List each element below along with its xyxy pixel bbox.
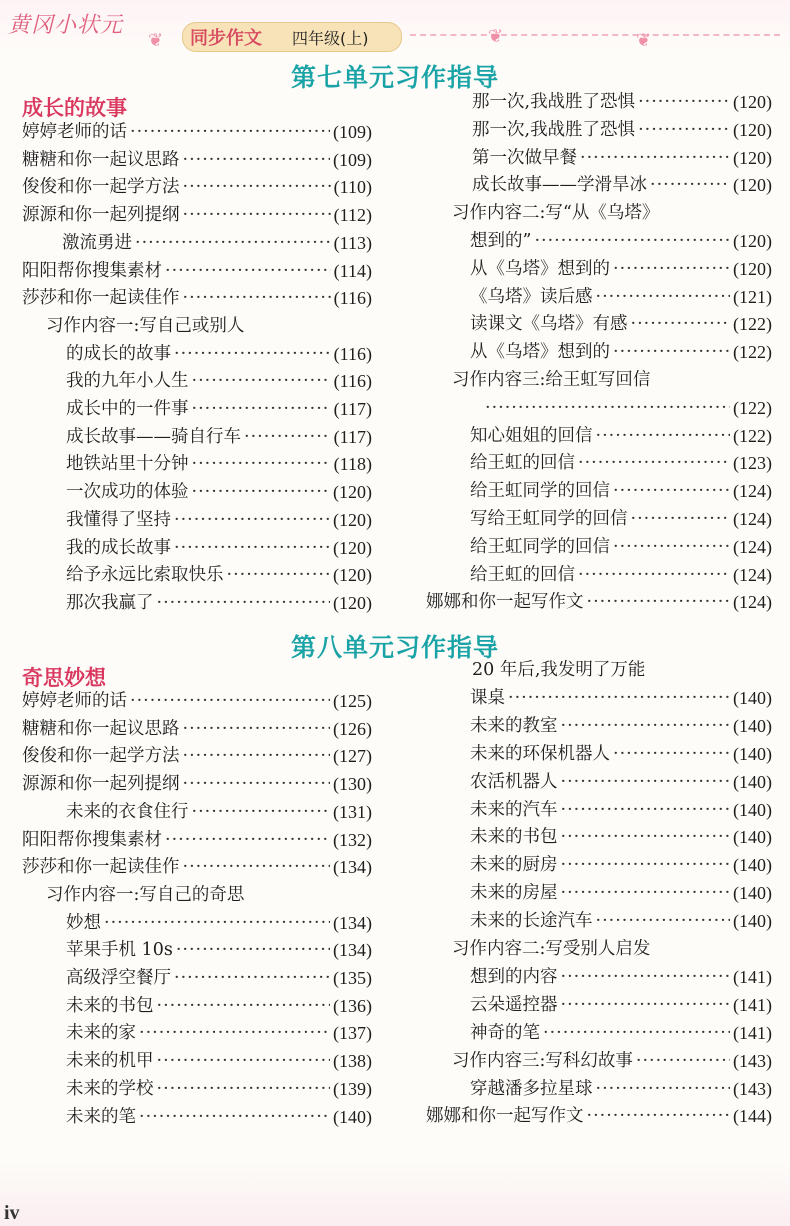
toc-entry-title: 未来的厨房 <box>470 855 558 876</box>
toc-entry-title: 未来的机甲 <box>66 1051 154 1072</box>
header-divider <box>410 34 780 36</box>
toc-entry-title: 未来的教室 <box>470 715 558 736</box>
toc-entry <box>22 285 372 311</box>
toc-entry <box>66 1020 372 1046</box>
toc-entry-title: 婷婷老师的话 <box>22 691 127 711</box>
book-grade: 四年级(上) <box>292 29 369 48</box>
toc-entry-page: ( 116 ) <box>334 285 372 311</box>
toc-entry-page: ( 122 ) <box>733 423 772 449</box>
toc-entry <box>470 562 772 588</box>
toc-entry <box>22 827 372 853</box>
toc-entry-page: ( 132 ) <box>333 827 372 853</box>
toc-entry-page: ( 143 ) <box>733 1048 772 1074</box>
toc-entry-page: ( 122 ) <box>733 395 772 421</box>
dot-leader <box>104 910 330 936</box>
toc-entry-page: ( 124 ) <box>733 534 772 560</box>
toc-entry-title: 成长中的一件事 <box>66 399 189 419</box>
toc-entry-title: 《乌塔》读后感 <box>470 286 593 307</box>
toc-entry-title: 一次成功的体验 <box>66 482 189 503</box>
toc-entry-page: ( 143 ) <box>733 1076 772 1102</box>
section-title-growth: 成长的故事 <box>22 96 127 120</box>
toc-entry-title: 未来的书包 <box>66 995 154 1016</box>
toc-entry-title: 给王虹同学的回信 <box>470 536 610 557</box>
dot-leader <box>638 117 730 143</box>
toc-entry-title: 俊俊和你一起学方法 <box>22 746 180 767</box>
toc-entry <box>472 145 772 171</box>
dot-leader <box>561 797 731 823</box>
toc-entry-page: ( 140 ) <box>733 908 772 934</box>
dot-leader <box>534 228 730 254</box>
toc-entry <box>66 562 372 588</box>
toc-entry <box>22 771 372 797</box>
dot-leader <box>183 285 331 311</box>
toc-entry <box>470 769 772 795</box>
dot-leader <box>192 799 331 825</box>
book-title: 同步作文 <box>190 28 262 49</box>
butterfly-icon: ❦ <box>488 26 504 47</box>
toc-entry-title: 未来的书包 <box>470 827 558 848</box>
toc-entry-page: ( 140 ) <box>733 713 772 739</box>
toc-entry-title: 我的九年小人生 <box>66 371 189 392</box>
dot-leader <box>192 368 331 394</box>
dot-leader <box>183 743 331 769</box>
unit8-heading: 第八单元习作指导 <box>290 633 499 662</box>
toc-entry-title: 穿越潘多拉星球 <box>470 1078 593 1099</box>
toc-entry-title: 婷婷老师的话 <box>22 122 127 142</box>
toc-entry <box>66 993 372 1019</box>
toc-entry-title: 源源和你一起列提纲 <box>22 774 180 795</box>
dot-leader <box>613 256 730 282</box>
toc-entry-title: 未来的学校 <box>66 1078 154 1099</box>
toc-entry <box>66 799 372 825</box>
toc-entry <box>470 908 772 934</box>
toc-entry-title: 习作内容一:写自己或别人 <box>46 315 245 336</box>
toc-entry-page: ( 120 ) <box>733 145 772 171</box>
toc-entry <box>22 119 372 145</box>
dot-leader <box>578 562 730 588</box>
toc-entry <box>470 506 772 532</box>
dot-leader <box>596 908 731 934</box>
dot-leader <box>580 145 730 171</box>
dot-leader <box>650 172 730 198</box>
toc-entry-title: 莎莎和你一起读佳作 <box>22 288 180 309</box>
dot-leader <box>183 202 331 228</box>
toc-entry-page: ( 124 ) <box>733 478 772 504</box>
toc-entry-title: 农活机器人 <box>470 771 558 792</box>
dot-leader <box>183 147 331 173</box>
toc-entry-page: ( 120 ) <box>733 256 772 282</box>
toc-entry-page: ( 134 ) <box>333 910 372 936</box>
toc-entry-page: ( 124 ) <box>733 562 772 588</box>
toc-entry-page: ( 117 ) <box>334 396 372 422</box>
dot-leader <box>157 590 331 616</box>
toc-entry-title: 未来的环保机器人 <box>470 743 610 764</box>
toc-entry <box>66 507 372 533</box>
toc-entry-page: ( 117 ) <box>334 424 372 450</box>
dot-leader <box>174 507 330 533</box>
section-title-imagination: 奇思妙想 <box>22 666 106 690</box>
dot-leader <box>631 311 731 337</box>
toc-entry <box>470 478 772 504</box>
toc-entry-page: ( 138 ) <box>333 1048 372 1074</box>
toc-entry-page: ( 137 ) <box>333 1020 372 1046</box>
toc-entry <box>66 1104 372 1130</box>
toc-entry-page: ( 120 ) <box>733 117 772 143</box>
toc-entry <box>452 936 772 962</box>
dot-leader <box>543 1020 730 1046</box>
dot-leader <box>587 589 731 615</box>
dot-leader <box>636 1048 730 1074</box>
toc-entry <box>482 395 772 421</box>
dot-leader <box>561 880 731 906</box>
dot-leader <box>508 685 730 711</box>
toc-entry <box>22 743 372 769</box>
dot-leader <box>174 965 330 991</box>
toc-entry <box>470 1020 772 1046</box>
toc-entry-title: 云朵遥控器 <box>470 994 558 1015</box>
toc-entry <box>470 852 772 878</box>
toc-entry-page: ( 141 ) <box>733 992 772 1018</box>
toc-entry-title: 第一次做早餐 <box>472 147 577 168</box>
dot-leader <box>130 119 330 145</box>
toc-entry <box>66 937 372 963</box>
dot-leader <box>192 451 331 477</box>
toc-entry-page: ( 140 ) <box>733 769 772 795</box>
toc-entry <box>452 200 772 226</box>
toc-entry-title: 给王虹同学的回信 <box>470 481 610 502</box>
toc-entry-title: 俊俊和你一起学方法 <box>22 177 180 198</box>
toc-entry-page: ( 112 ) <box>334 202 372 228</box>
toc-entry-title: 未来的长途汽车 <box>470 911 593 932</box>
toc-entry <box>470 741 772 767</box>
toc-entry-page: ( 140 ) <box>733 880 772 906</box>
toc-entry <box>470 423 772 449</box>
dot-leader <box>165 258 331 284</box>
toc-entry-page: ( 134 ) <box>333 854 372 880</box>
toc-entry-title: 未来的房屋 <box>470 883 558 904</box>
toc-entry <box>66 1048 372 1074</box>
toc-entry <box>470 228 772 254</box>
toc-entry <box>472 172 772 198</box>
toc-entry-title: 地铁站里十分钟 <box>66 454 189 475</box>
toc-entry-title: 习作内容三:写科幻故事 <box>452 1050 633 1071</box>
toc-entry-page: ( 109 ) <box>333 147 372 173</box>
toc-entry-title: 写给王虹同学的回信 <box>470 509 628 529</box>
toc-entry-title: 习作内容二:写受别人启发 <box>452 939 651 959</box>
toc-entry-title: 未来的汽车 <box>470 799 558 820</box>
toc-entry <box>22 688 372 714</box>
toc-entry <box>22 147 372 173</box>
toc-entry-title: 课桌 <box>470 687 505 708</box>
toc-entry <box>66 535 372 561</box>
toc-entry-title: 读课文《乌塔》有感 <box>470 314 628 335</box>
toc-entry-title: 成长故事——骑自行车 <box>66 426 241 447</box>
toc-entry-page: ( 114 ) <box>334 258 372 284</box>
toc-entry <box>472 117 772 143</box>
toc-entry-title: 想到的内容 <box>470 966 558 987</box>
toc-entry-title: 习作内容一:写自己的奇思 <box>46 884 245 905</box>
toc-entry-page: ( 120 ) <box>333 535 372 561</box>
toc-entry <box>452 1048 772 1074</box>
toc-entry-page: ( 120 ) <box>333 479 372 505</box>
dot-leader <box>561 824 731 850</box>
dot-leader <box>587 1103 731 1129</box>
toc-entry <box>470 284 772 310</box>
toc-entry-title: 高级浮空餐厅 <box>66 968 171 988</box>
toc-entry-page: ( 120 ) <box>333 590 372 616</box>
toc-entry <box>66 451 372 477</box>
dot-leader <box>561 992 731 1018</box>
brand-logo: 黄冈小状元 <box>8 13 124 38</box>
dot-leader <box>157 1048 331 1074</box>
toc-entry-page: ( 120 ) <box>733 228 772 254</box>
dot-leader <box>485 395 730 421</box>
toc-entry-title: 阳阳帮你搜集素材 <box>22 260 162 281</box>
toc-entry-title: 习作内容三:给王虹写回信 <box>452 370 651 390</box>
toc-entry <box>66 424 372 450</box>
toc-entry <box>66 479 372 505</box>
toc-entry-title: 20 年后,我发明了万能 <box>472 660 646 680</box>
dot-leader <box>244 424 331 450</box>
toc-entry <box>470 311 772 337</box>
dot-leader <box>139 1104 330 1130</box>
toc-entry <box>22 854 372 880</box>
dot-leader <box>561 769 731 795</box>
toc-entry-title: 我的成长故事 <box>66 537 171 558</box>
toc-entry-title: 知心姐姐的回信 <box>470 425 593 446</box>
toc-entry <box>470 824 772 850</box>
toc-entry-page: ( 140 ) <box>733 797 772 823</box>
toc-entry-title: 未来的家 <box>66 1023 136 1044</box>
toc-entry-title: 从《乌塔》想到的 <box>470 258 610 279</box>
toc-entry-page: ( 140 ) <box>733 824 772 850</box>
dot-leader <box>613 478 730 504</box>
toc-entry <box>22 258 372 284</box>
toc-entry-title: 想到的” <box>470 231 532 251</box>
footer-decoration <box>0 1160 790 1226</box>
dot-leader <box>561 852 731 878</box>
toc-entry <box>22 174 372 200</box>
toc-entry <box>452 367 772 393</box>
toc-entry-title: 激流勇进 <box>62 232 132 253</box>
toc-entry-page: ( 140 ) <box>733 852 772 878</box>
toc-entry-page: ( 110 ) <box>334 174 372 200</box>
dot-leader <box>192 479 331 505</box>
toc-entry-title: 娜娜和你一起写作文 <box>426 1106 584 1127</box>
toc-entry-title: 那次我赢了 <box>66 592 154 613</box>
toc-entry-title: 娜娜和你一起写作文 <box>426 592 584 613</box>
dot-leader <box>631 506 731 532</box>
toc-entry <box>470 964 772 990</box>
toc-entry-title: 给王虹的回信 <box>470 453 575 474</box>
dot-leader <box>183 854 331 880</box>
dot-leader <box>578 450 730 476</box>
toc-entry-page: ( 140 ) <box>733 685 772 711</box>
toc-entry-page: ( 141 ) <box>733 964 772 990</box>
dot-leader <box>174 535 330 561</box>
toc-entry-title: 妙想 <box>66 912 101 933</box>
toc-entry-page: ( 140 ) <box>333 1104 372 1130</box>
dot-leader <box>561 964 731 990</box>
dot-leader <box>174 341 331 367</box>
toc-entry-page: ( 140 ) <box>733 741 772 767</box>
toc-entry <box>66 368 372 394</box>
dot-leader <box>596 284 731 310</box>
toc-entry <box>46 882 372 908</box>
toc-entry-page: ( 120 ) <box>733 172 772 198</box>
toc-entry-page: ( 144 ) <box>733 1103 772 1129</box>
toc-entry-title: 从《乌塔》想到的 <box>470 342 610 363</box>
toc-entry-page: ( 116 ) <box>334 368 372 394</box>
toc-entry-title: 神奇的笔 <box>470 1022 540 1043</box>
toc-entry-page: ( 116 ) <box>334 341 372 367</box>
toc-entry <box>470 713 772 739</box>
toc-entry-title: 源源和你一起列提纲 <box>22 205 180 226</box>
toc-entry <box>472 657 772 683</box>
toc-entry <box>66 910 372 936</box>
butterfly-icon: ❦ <box>636 30 652 51</box>
toc-entry-page: ( 127 ) <box>333 743 372 769</box>
dot-leader <box>183 771 331 797</box>
toc-entry-title: 苹果手机 10s <box>66 940 173 961</box>
toc-entry-page: ( 118 ) <box>334 451 372 477</box>
dot-leader <box>561 713 731 739</box>
toc-entry-page: ( 120 ) <box>333 507 372 533</box>
toc-entry-title: 糖糖和你一起议思路 <box>22 149 180 170</box>
toc-entry-page: ( 125 ) <box>333 688 372 714</box>
dot-leader <box>165 827 330 853</box>
toc-entry-page: ( 136 ) <box>333 993 372 1019</box>
dot-leader <box>130 688 330 714</box>
toc-entry-page: ( 123 ) <box>733 450 772 476</box>
toc-entry-title: 未来的笔 <box>66 1106 136 1127</box>
dot-leader <box>596 423 731 449</box>
toc-entry-page: ( 130 ) <box>333 771 372 797</box>
toc-entry <box>66 396 372 422</box>
dot-leader <box>192 396 331 422</box>
dot-leader <box>183 174 331 200</box>
toc-entry <box>470 992 772 1018</box>
dot-leader <box>183 716 331 742</box>
toc-entry-title: 成长故事——学滑旱冰 <box>472 175 647 196</box>
dot-leader <box>176 937 330 963</box>
dot-leader <box>613 339 730 365</box>
toc-entry-page: ( 135 ) <box>333 965 372 991</box>
toc-entry-title: 给王虹的回信 <box>470 564 575 585</box>
toc-entry <box>470 797 772 823</box>
dot-leader <box>139 1020 330 1046</box>
toc-entry <box>426 1103 772 1129</box>
toc-entry <box>470 880 772 906</box>
dot-leader <box>638 89 730 115</box>
toc-entry-page: ( 109 ) <box>333 119 372 145</box>
butterfly-icon: ❦ <box>148 30 164 51</box>
toc-entry <box>472 89 772 115</box>
toc-entry-title: 我懂得了坚持 <box>66 509 171 530</box>
toc-entry-page: ( 124 ) <box>733 506 772 532</box>
toc-entry-page: ( 139 ) <box>333 1076 372 1102</box>
toc-entry <box>22 202 372 228</box>
toc-entry <box>62 230 372 256</box>
dot-leader <box>227 562 331 588</box>
toc-entry-title: 给予永远比索取快乐 <box>66 565 224 586</box>
dot-leader <box>157 993 331 1019</box>
toc-entry-page: ( 113 ) <box>334 230 372 256</box>
toc-entry <box>470 1076 772 1102</box>
toc-entry-page: ( 120 ) <box>733 89 772 115</box>
toc-entry <box>66 341 372 367</box>
unit7-heading: 第七单元习作指导 <box>290 63 499 92</box>
toc-entry <box>66 965 372 991</box>
toc-entry-title: 糖糖和你一起议思路 <box>22 718 180 739</box>
toc-entry-title: 那一次,我战胜了恐惧 <box>472 92 636 112</box>
page-number: iv <box>4 1202 20 1224</box>
toc-entry <box>470 685 772 711</box>
toc-entry-title: 的成长的故事 <box>66 343 171 364</box>
toc-entry <box>470 256 772 282</box>
toc-entry-page: ( 120 ) <box>333 562 372 588</box>
toc-entry <box>470 339 772 365</box>
toc-entry-page: ( 121 ) <box>733 284 772 310</box>
toc-entry-title: 那一次,我战胜了恐惧 <box>472 119 636 140</box>
toc-entry-page: ( 141 ) <box>733 1020 772 1046</box>
toc-entry-title: 习作内容二:写“从《乌塔》 <box>452 203 660 224</box>
toc-entry <box>66 1076 372 1102</box>
toc-entry-page: ( 126 ) <box>333 716 372 742</box>
toc-entry-page: ( 122 ) <box>733 311 772 337</box>
dot-leader <box>157 1076 331 1102</box>
toc-entry <box>470 534 772 560</box>
toc-entry <box>46 313 372 339</box>
toc-entry <box>22 716 372 742</box>
toc-entry <box>426 589 772 615</box>
toc-entry-title: 莎莎和你一起读佳作 <box>22 857 180 878</box>
toc-entry-title: 未来的衣食住行 <box>66 801 189 822</box>
toc-entry-title: 阳阳帮你搜集素材 <box>22 829 162 850</box>
toc-entry-page: ( 131 ) <box>333 799 372 825</box>
dot-leader <box>613 741 730 767</box>
toc-entry <box>470 450 772 476</box>
toc-entry-page: ( 134 ) <box>333 937 372 963</box>
dot-leader <box>135 230 331 256</box>
toc-entry <box>66 590 372 616</box>
toc-entry-page: ( 122 ) <box>733 339 772 365</box>
dot-leader <box>596 1076 731 1102</box>
toc-entry-page: ( 124 ) <box>733 589 772 615</box>
dot-leader <box>613 534 730 560</box>
